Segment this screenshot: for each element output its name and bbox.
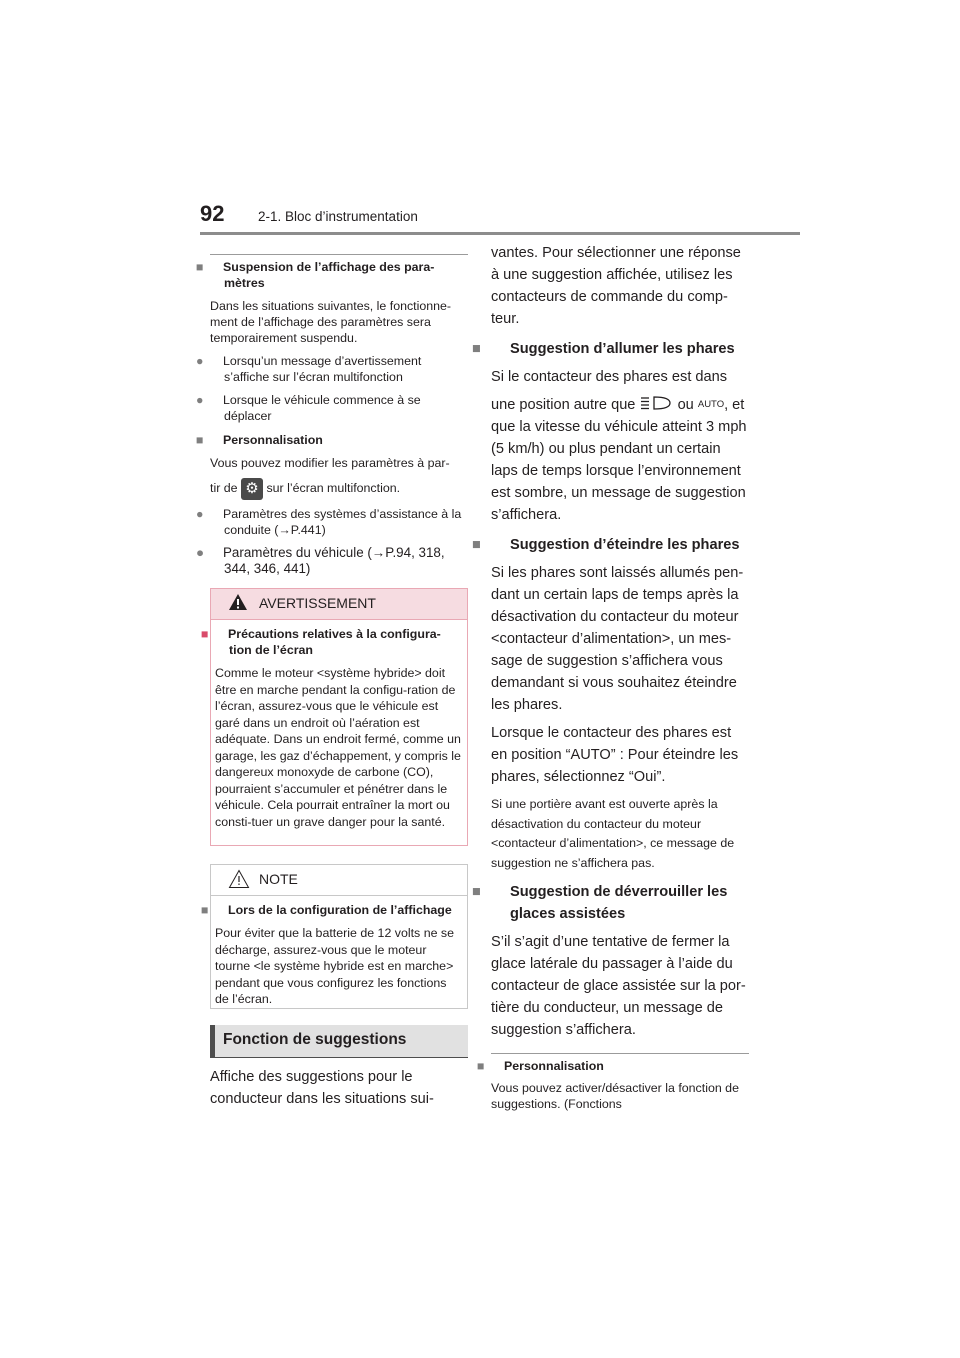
square-bullet-icon: ■ [201,627,209,641]
note-header [211,865,467,896]
note-box [201,864,468,1009]
note-subtitle: ■ Lors de la configuration de l’affichage [201,903,452,917]
paragraph: vantes. Pour sélectionner une réponse à une suggestion affichée, utilisez les contacteurs de commande du comp-teur. [491,245,741,327]
square-bullet-icon: ■ [201,903,209,917]
subheading-deverrouiller: ■ Suggestion de déverrouiller les glaces assistées [491,881,749,925]
bullet-icon: ● [196,506,204,521]
paragraph: que la vitesse du véhicule atteint 3 mph (5 km/h) ou plus pendant un certain laps de temps lorsque l’environnement est sombre, un message de suggestion s’affichera. [491,419,747,523]
paragraph: Vous pouvez activer/désactiver la fonction de suggestions. (Fonctions [491,1081,739,1111]
paragraph: S’il s’agit d’une tentative de fermer la glace latérale du passager à l’aide du contacteur de glace assistée sur la por-tière du conducteur, un message de suggestion s’affichera. [491,934,746,1038]
warning-triangle-icon [228,593,248,611]
caution-triangle-icon [228,869,250,889]
right-column [472,242,749,1041]
subheading-personnalisation: ■ Personnalisation [196,433,323,447]
warning-text: Comme le moteur <système hybride> doit être en marche pendant la configu-ration de l’écran, assurez-vous que le véhicule est garé dans un endroit où l’aération est adéquate. Dans un endroit fermé, comme un garage, les gaz d’échappement, y compris le dangereux monoxyde de carbone (CO), pourraient s’accumuler et pénétrer dans le véhicule. Cela pourrait entraîner la mort ou consti-tuer un grave danger pour la santé. [215,666,461,829]
left-column [196,259,468,577]
section-heading: Fonction de suggestions [223,1031,407,1048]
bullet-icon: ● [196,393,204,407]
warning-subtitle: ■ Précautions relatives à la configura-tion de l’écran [201,627,441,657]
warning-title: AVERTISSEMENT [259,595,376,611]
right-footer [477,1058,749,1112]
square-bullet-icon: ■ [196,260,204,274]
section-title: 2-1. Bloc d’instrumentation [258,209,418,224]
page-number: 92 [200,201,225,226]
list-item: ● Lorsque le véhicule commence à se déplacer [196,393,421,423]
paragraph: Vous pouvez modifier les paramètres à par- [210,456,450,470]
square-bullet-icon: ■ [472,537,481,553]
note-body [201,896,467,1008]
settings-gear-icon: ⚙ [241,478,263,500]
auto-icon: AUTO [697,399,725,410]
paragraph: Lorsque le contacteur des phares est en position “AUTO” : Pour éteindre les phares, sélectionnez “Oui”. [491,725,739,785]
list-item: ● Lorsqu’un message d’avertissement s’affiche sur l’écran multifonction [196,354,422,384]
square-bullet-icon: ■ [477,1059,485,1073]
list-item: ● Paramètres des systèmes d’assistance à la conduite (→P.441) [196,506,462,537]
note-paragraph: Si une portière avant est ouverte après la désactivation du contacteur du moteur <contacteur d’alimentation>, ce message de suggestion ne s’affichera pas. [491,797,735,870]
warning-header [211,589,467,620]
section-heading-bar [210,1025,468,1058]
subheading-eteindre: ■ Suggestion d’éteindre les phares [491,534,749,556]
paragraph: Affiche des suggestions pour le conducteur dans les situations sui- [210,1069,434,1107]
subheading-allumer: ■ Suggestion d’allumer les phares [491,338,749,360]
divider [491,1053,749,1054]
paragraph: Si les phares sont laissés allumés pen-dant un certain laps de temps après la désactivation du contacteur du moteur <contacteur d’alimentation>, un mes-sage de suggestion s’affichera vous demandant si vous souhaitez éteindre les phares. [491,565,744,713]
paragraph: tir de ⚙ sur l’écran multifonction. [210,477,468,500]
warning-box [201,588,468,846]
paragraph: Dans les situations suivantes, le fonctionne-ment de l’affichage des paramètres sera temporairement suspendu. [210,299,452,345]
subheading-suspension: ■ Suspension de l’affichage des para-mètres [196,260,435,290]
note-title: NOTE [259,871,298,887]
divider [210,254,468,255]
square-bullet-icon: ■ [472,884,481,900]
paragraph: Si le contacteur des phares est dans [491,369,728,385]
bullet-icon: ● [196,544,205,560]
paragraph: une position autre que ou AUTO, et [491,397,745,413]
bullet-icon: ● [196,354,204,368]
subheading-personnalisation-right: ■ Personnalisation [477,1059,604,1073]
list-item: ● Paramètres du véhicule (→P.94, 318, 344, 346, 441) [196,544,445,576]
note-text: Pour éviter que la batterie de 12 volts ne se décharge, assurez-vous que le moteur tourne <le système hybride est en marche> pendant que vous configurez les fonctions de l’écran. [215,926,455,1006]
header-rule [200,232,800,235]
square-bullet-icon: ■ [196,433,204,447]
warning-body [201,620,467,830]
headlight-icon [640,395,674,411]
square-bullet-icon: ■ [472,341,481,357]
